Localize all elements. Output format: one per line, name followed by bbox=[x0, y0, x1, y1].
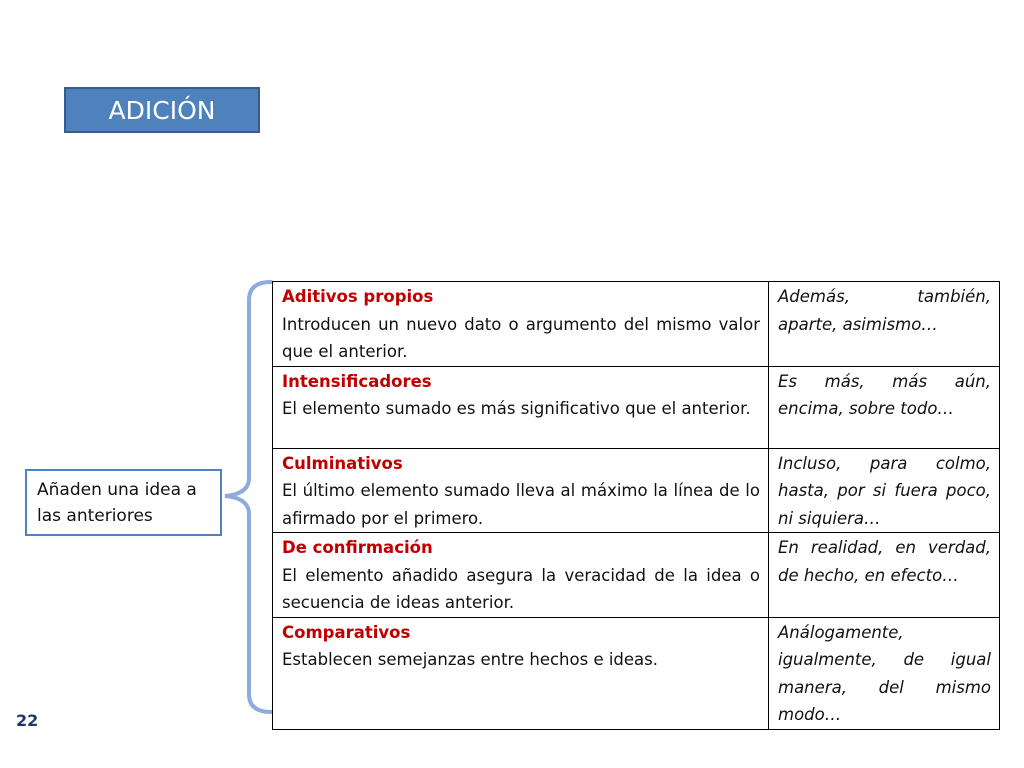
category-cell bbox=[273, 533, 769, 618]
category-title: Intensificadores bbox=[282, 371, 432, 391]
examples-cell: En realidad, en verdad, de hecho, en efecto… bbox=[769, 533, 1000, 618]
side-label-box bbox=[25, 469, 222, 536]
section-title bbox=[64, 87, 260, 133]
section-title-text: ADICIÓN bbox=[108, 95, 216, 125]
category-description: Establecen semejanzas entre hechos e ideas. bbox=[282, 650, 659, 669]
category-cell bbox=[273, 282, 769, 367]
examples-cell: Además, también, aparte, asimismo… bbox=[769, 282, 1000, 367]
category-title: De confirmación bbox=[282, 538, 433, 557]
connectors-table bbox=[272, 281, 1000, 730]
category-description: El elemento añadido asegura la veracidad de la idea o secuencia de ideas anterior. bbox=[282, 565, 760, 612]
table-row bbox=[273, 617, 1000, 729]
table-row bbox=[273, 366, 1000, 448]
category-title: Comparativos bbox=[282, 622, 411, 642]
category-description: El elemento sumado es más significativo que el anterior. bbox=[282, 399, 751, 418]
page-number: 22 bbox=[16, 711, 39, 730]
category-cell bbox=[273, 617, 769, 729]
table-row bbox=[273, 282, 1000, 367]
category-description: El último elemento sumado lleva al máximo la línea de lo afirmado por el primero. bbox=[282, 481, 760, 528]
side-label-text: Añaden una idea a las anteriores bbox=[37, 480, 197, 526]
category-title: Culminativos bbox=[282, 453, 403, 473]
category-cell bbox=[273, 366, 769, 448]
examples-cell: Incluso, para colmo, hasta, por si fuera poco, ni siquiera… bbox=[769, 448, 1000, 533]
examples-cell: Es más, más aún, encima, sobre todo… bbox=[769, 366, 1000, 448]
category-description: Introducen un nuevo dato o argumento del mismo valor que el anterior. bbox=[282, 314, 760, 361]
category-title: Aditivos propios bbox=[282, 287, 434, 306]
curly-brace-connector bbox=[219, 280, 275, 714]
table-row bbox=[273, 448, 1000, 533]
examples-cell: Análogamente, igualmente, de igual manera, del mismo modo… bbox=[769, 617, 1000, 729]
table-row bbox=[273, 533, 1000, 618]
category-cell bbox=[273, 448, 769, 533]
